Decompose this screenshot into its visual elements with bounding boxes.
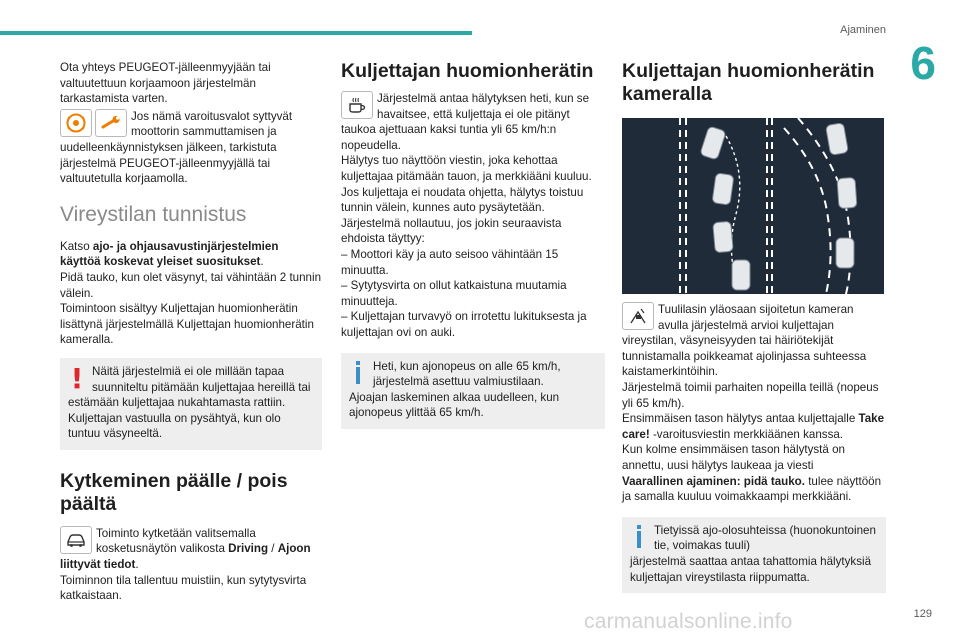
- paragraph-toimintoon: Toimintoon sisältyy Kuljettajan huomionherätin lisättynä järjestelmällä Kuljettajan huomionherätin kameralla.: [60, 302, 314, 347]
- condition-item: – Sytytysvirta on ollut katkaistuna muutamia minuutteja.: [341, 279, 567, 308]
- watermark: carmanualsonline.info: [584, 610, 793, 633]
- alert-icons: [341, 91, 373, 119]
- column-3: [622, 60, 886, 593]
- info-note-text-2: Ajoajan laskeminen alkaa uudelleen, kun ajonopeus ylittää 65 km/h.: [349, 390, 560, 420]
- toiminto-icons: [60, 526, 92, 554]
- toiminto-prefix: Toiminto kytketään valitsemalla kosketusnäytön valikosta: [96, 526, 256, 556]
- heading-kytkeminen: Kytkeminen päälle / pois päältä: [60, 469, 288, 515]
- alert-text: Järjestelmä antaa hälytyksen heti, kun se havaitsee, että kuljettaja ei ole pitänyt taukoa ajettuaan kaksi tuntia yli 65 km/h:n nopeudella.: [341, 92, 590, 152]
- menu-ajoon-liittyvat-tiedot: Ajoon liittyvät tiedot: [60, 542, 311, 572]
- info-icon: [630, 525, 648, 551]
- paragraph-jos: Jos kuljettaja ei noudata ohjetta, hälytys toistuu tunnin välein, kunnes auto pysäytetään.: [341, 185, 584, 215]
- header-accent-bar: [0, 31, 472, 35]
- warning-note: [60, 358, 322, 450]
- info-note-text-1: Tietyissä ajo-olosuhteissa (huonokuntoinen tie, voimakas tuuli): [654, 523, 876, 553]
- menu-driving: Driving: [228, 542, 269, 556]
- danger-suffix: tulee näyttöön ja samalla kuuluu voimakkaampi merkkiääni.: [622, 474, 882, 504]
- warning-note-text: Näitä järjestelmiä ei ole millään tapaa suunniteltu pitämään kuljettajaa hereillä tai estämään kuljettajaa nukahtamasta rattiin. Kuljettajan vastuulla on pysähtyä, kun olo tuntuu väsyneeltä.: [68, 364, 311, 441]
- chapter-number: 6: [910, 37, 936, 89]
- toiminto-suffix: .: [135, 558, 139, 572]
- page-number: 129: [913, 608, 932, 620]
- condition-item: – Moottori käy ja auto seisoo vähintään 15 minuutta.: [341, 247, 559, 277]
- paragraph-first-level: [622, 411, 886, 442]
- paragraph-halytys: Hälytys tuo näyttöön viestin, joka kehottaa kuljettajaa pitämään tauon, ja merkkiääni kuuluu.: [341, 154, 592, 183]
- alert-paragraph: [341, 91, 605, 153]
- katso-reference: ajo- ja ohjausavustinjärjestelmien käyttöä koskevat yleiset suositukset: [60, 239, 279, 269]
- take-care-message: Take care!: [622, 412, 885, 441]
- vehicle-settings-icon: [60, 526, 92, 554]
- paragraph-toiminnon-tila: Toiminnon tila tallentuu muistiin, kun sytytysvirta katkaistaan.: [60, 573, 307, 603]
- warning-lights-paragraph: [60, 109, 322, 187]
- paragraph-intro: Ota yhteys PEUGEOT-jälleenmyyjään tai valtuutettuun korjaamoon järjestelmän tarkastamista varten.: [60, 61, 271, 106]
- coffee-cup-icon: [341, 91, 373, 119]
- info-note-text-2: järjestelmä saattaa antaa tahattomia hälytyksiä kuljettajan vireystilasta riippumatta.: [630, 554, 872, 584]
- camera-paragraph: [622, 302, 886, 380]
- dangerous-driving-message: Vaarallinen ajaminen: pidä tauko.: [622, 474, 805, 488]
- first-level-prefix: Ensimmäisen tason hälytys antaa kuljettajalle: [622, 412, 859, 426]
- driver-attention-warning-icon: [60, 109, 92, 137]
- info-note: [622, 517, 886, 593]
- road-scene-svg: [622, 118, 884, 294]
- heading-huomionheratin-kameralla: Kuljettajan huomionherätin kameralla: [622, 60, 875, 105]
- camera-icons: [622, 302, 654, 330]
- warning-exclamation-icon: !: [70, 361, 84, 395]
- service-wrench-icon: [95, 109, 127, 137]
- section-title: Ajaminen: [840, 24, 886, 36]
- katso-suffix: .: [260, 255, 264, 269]
- warning-lights-icons: [60, 109, 127, 137]
- paragraph-toimii: Järjestelmä toimii parhaiten nopeilla teillä (nopeus yli 65 km/h).: [622, 380, 879, 410]
- info-note-text-1: Heti, kun ajonopeus on alle 65 km/h, järjestelmä asettuu valmiustilaan.: [373, 359, 561, 389]
- menu-separator: /: [268, 542, 278, 556]
- column-2: [341, 60, 605, 429]
- katso-prefix: Katso: [60, 239, 93, 253]
- paragraph-three-alerts: Kun kolme ensimmäisen tason hälytystä on annettu, uusi hälytys laukeaa ja viesti: [622, 443, 845, 472]
- paragraph-tauko: Pidä tauko, kun olet väsynyt, tai vähintään 2 tunnin välein.: [60, 270, 322, 300]
- condition-item: – Kuljettajan turvavyö on irrotettu lukituksesta ja kuljettajan ovi on auki.: [341, 310, 587, 339]
- info-icon: [349, 361, 367, 387]
- windscreen-camera-icon: [622, 302, 654, 330]
- camera-text: Tuulilasin yläosaan sijoitetun kameran avulla järjestelmä arvioi kuljettajan vireystilan, väsyneisyyden tai häiriötekijät tunnistamalla poikkeamat ajolinjassa suhteessa kaistamerkintöihin.: [622, 303, 867, 379]
- first-level-suffix: -varoitusviestin merkkiäänen kanssa.: [649, 427, 844, 441]
- column-1: [60, 60, 322, 604]
- heading-vireystilan-tunnistus: Vireystilan tunnistus: [60, 202, 247, 226]
- warning-lights-text: Jos nämä varoitusvalot syttyvät moottorin sammuttamisen ja uudelleenkäynnistyksen jälkeen, tarkistuta järjestelmä PEUGEOT-jälleenmyyjällä tai valtuutetulla korjaamolla.: [60, 109, 293, 186]
- info-note: [341, 353, 605, 429]
- toiminto-paragraph: [60, 526, 322, 573]
- lane-departure-illustration: [622, 118, 884, 294]
- paragraph-katso: [60, 239, 322, 270]
- heading-kuljettajan-huomionheratin: Kuljettajan huomionherätin: [341, 60, 594, 82]
- paragraph-danger: [622, 474, 886, 505]
- paragraph-nollautuu: Järjestelmä nollautuu, jos jokin seuraavista ehdoista täyttyy:: [341, 216, 562, 246]
